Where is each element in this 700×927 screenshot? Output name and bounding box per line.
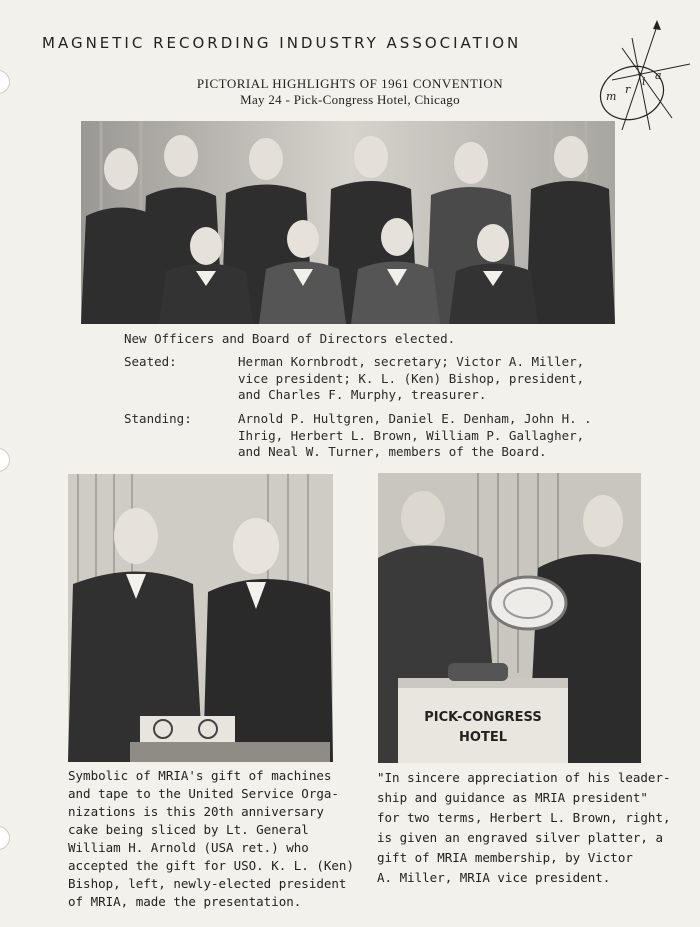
caption-line: Symbolic of MRIA's gift of machines xyxy=(68,768,332,783)
caption-line: accepted the gift for USO. K. L. (Ken) xyxy=(68,858,354,873)
podium-sign-line-1: PICK-CONGRESS xyxy=(424,710,542,725)
standing-line: Ihrig, Herbert L. Brown, William P. Gallagher, xyxy=(238,427,585,443)
seated-label: Seated: xyxy=(124,354,177,369)
seated-names xyxy=(238,354,608,404)
cake-caption xyxy=(68,767,354,911)
convention-subtitle: May 24 - Pick-Congress Hotel, Chicago xyxy=(240,92,460,107)
caption-line: ship and guidance as MRIA president" xyxy=(377,790,648,805)
caption-line: nizations is this 20th anniversary xyxy=(68,804,324,819)
caption-line: is given an engraved silver platter, a xyxy=(377,830,663,845)
seated-line: and Charles F. Murphy, treasurer. xyxy=(238,387,487,402)
board-photo xyxy=(81,121,615,324)
logo-letter-a: a xyxy=(655,69,662,82)
podium-sign-line-2: HOTEL xyxy=(459,730,507,745)
seated-line: Herman Kornbrodt, secretary; Victor A. Miller, xyxy=(238,354,585,369)
platter-caption xyxy=(377,768,671,888)
convention-title: PICTORIAL HIGHLIGHTS OF 1961 CONVENTION xyxy=(196,76,504,91)
standing-line: and Neal W. Turner, members of the Board. xyxy=(238,444,547,459)
caption-line: of MRIA, made the presentation. xyxy=(68,894,302,909)
platter-photo xyxy=(378,473,641,763)
caption-line: A. Miller, MRIA vice president. xyxy=(377,870,611,885)
cake-photo xyxy=(68,474,333,762)
caption-line: "In sincere appreciation of his leader- xyxy=(377,770,671,785)
caption-line: and tape to the United Service Orga- xyxy=(68,786,339,801)
standing-label: Standing: xyxy=(124,411,192,426)
logo-letter-r: r xyxy=(625,83,631,96)
caption-line: William H. Arnold (USA ret.) who xyxy=(68,840,309,855)
logo-letter-m: m xyxy=(606,90,617,103)
standing-line: Arnold P. Hultgren, Daniel E. Denham, John H. . xyxy=(238,411,592,426)
punch-hole xyxy=(0,826,10,850)
seated-line: vice president; K. L. (Ken) Bishop, president, xyxy=(238,370,585,386)
caption-line: cake being sliced by Lt. General xyxy=(68,822,309,837)
caption-line: Bishop, left, newly-elected president xyxy=(68,876,347,891)
logo-letter-i: i xyxy=(642,75,646,88)
organization-title: MAGNETIC RECORDING INDUSTRY ASSOCIATION xyxy=(42,34,522,52)
punch-hole xyxy=(0,448,10,472)
caption-line: for two terms, Herbert L. Brown, right, xyxy=(377,810,671,825)
mria-logo xyxy=(592,18,692,133)
board-caption: New Officers and Board of Directors elected. xyxy=(124,331,456,346)
standing-names xyxy=(238,411,608,461)
caption-line: gift of MRIA membership, by Victor xyxy=(377,850,633,865)
